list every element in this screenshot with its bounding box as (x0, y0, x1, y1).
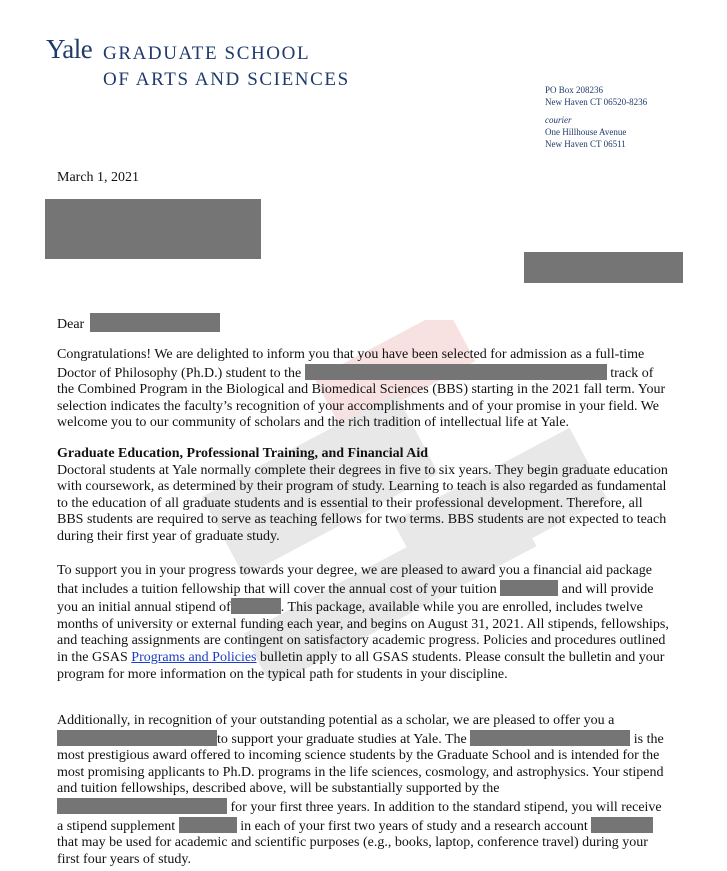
paragraph4-part-f: that may be used for academic and scientific purposes (e.g., books, laptop, conference travel) during your first four years of study. (57, 835, 648, 867)
paragraph4-part-c: is the most prestigious award offered to incoming science students by the Graduate School and is intended for the most promising applicants to Ph.D. programs in the life sciences, cosmology, and astrophysics. Your stipend and tuition fellowships, described above, will be substantially supported by the (57, 731, 664, 797)
paragraph4-part-e: in each of your first two years of study and a research account (240, 818, 588, 834)
paragraph4-part-d: for your first three years. In addition to the standard stipend, you will receive a stipend supplement (57, 799, 662, 834)
section-heading: Graduate Education, Professional Training, and Financial Aid (57, 446, 429, 461)
redacted-tuition (500, 580, 558, 596)
paragraph-graduate-education (57, 446, 669, 546)
school-name-line1: GRADUATE SCHOOL (103, 43, 311, 64)
redacted-name (90, 313, 220, 332)
mailing-address (545, 84, 715, 150)
redacted-track-name (305, 364, 607, 380)
street-address: One Hillhouse Avenue (545, 127, 627, 137)
po-box: PO Box 208236 (545, 85, 604, 95)
paragraph1-part-b: track of the Combined Program in the Biological and Biomedical Sciences (BBS) starting in the 2021 fall term. Your selection indicates the faculty’s recognition of your accomplishments and of your promise in your field. We welcome you to our community of scholars and the rich tradition of intellectual life at Yale. (57, 365, 666, 431)
salutation-text: Dear (57, 317, 85, 332)
paragraph-financial-aid (57, 563, 669, 683)
yale-wordmark: Yale (46, 34, 93, 64)
redacted-fellowship-name-2 (470, 730, 630, 746)
redacted-fellowship-name (57, 730, 217, 746)
redacted-research-account (591, 817, 653, 833)
po-city: New Haven CT 06520-8236 (545, 97, 648, 107)
salutation (57, 313, 220, 333)
paragraph-fellowship (57, 713, 669, 868)
redacted-recipient-address (45, 199, 261, 259)
paragraph-welcome (57, 347, 669, 432)
school-name-line2: OF ARTS AND SCIENCES (103, 69, 350, 90)
paragraph4-part-b: to support your graduate studies at Yale. The (217, 731, 467, 747)
redacted-stipend (231, 598, 281, 614)
redacted-reference (524, 252, 683, 283)
paragraph1-part-a: Congratulations! We are delighted to inform you that you have been selected for admission as a full-time Doctor of Philosophy (Ph.D.) student to the (57, 347, 645, 381)
paragraph3-part-c: . This package, available while you are enrolled, includes twelve months of university or external funding each year, and begins on August 31, 2021. All stipends, fellowships, and teaching assignments are contingent on satisfactory academic progress. Policies and procedures outlined in the GSAS (57, 600, 669, 665)
paragraph4-part-a: Additionally, in recognition of your outstanding potential as a scholar, we are pleased to offer you a (57, 713, 615, 728)
paragraph3-part-d: bulletin apply to all GSAS students. Please consult the bulletin and your program for more information on the typical path for students in your discipline. (57, 649, 665, 682)
courier-label: courier (545, 115, 572, 125)
programs-and-policies-link[interactable]: Programs and Policies (131, 649, 257, 665)
paragraph2-text: Doctoral students at Yale normally complete their degrees in five to six years. They begin graduate education with coursework, as determined by their program of study. Learning to teach is also regarded as fundamental to the education of all graduate students and is essential to their professional development. Therefore, all BBS students are required to serve as teaching fellows for two terms. BBS students are not expected to teach during their first year of graduate study. (57, 462, 668, 544)
redacted-supplement (179, 817, 237, 833)
paragraph3-part-a: To support you in your progress towards your degree, we are pleased to award you a financial aid package that includes a tuition fellowship that will cover the annual cost of your tuition (57, 563, 652, 597)
letter-date: March 1, 2021 (57, 170, 140, 185)
paragraph3-part-b: and will provide you an initial annual stipend of (57, 581, 654, 616)
redacted-fellowship-name-3 (57, 798, 227, 814)
street-city: New Haven CT 06511 (545, 139, 626, 149)
